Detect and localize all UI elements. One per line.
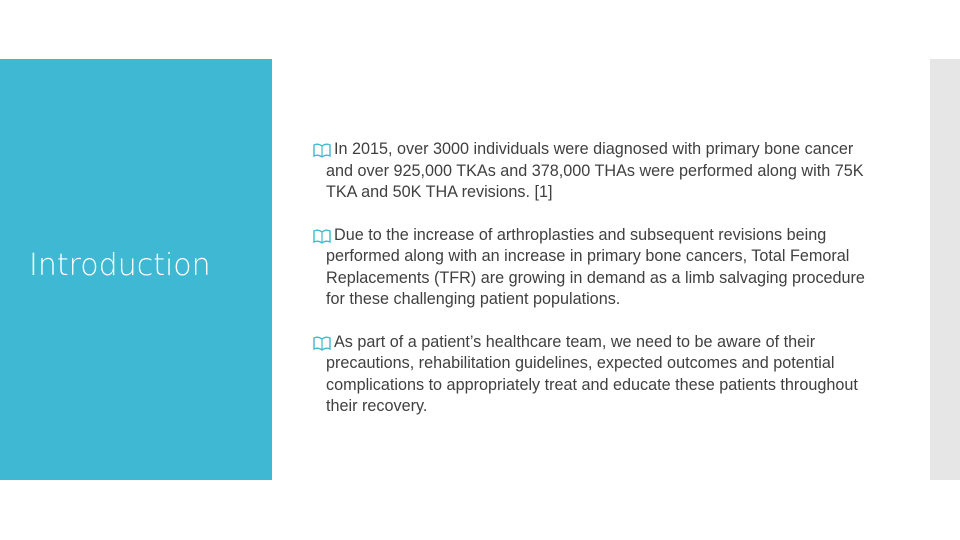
book-icon: [313, 335, 331, 351]
bullet-list: [313, 139, 883, 439]
bullet-text: Due to the increase of arthroplasties and subsequent revisions being performed along with an increase in primary bone cancers, Total Femoral Replacements (TFR) are growing in demand as a limb salvaging procedure for these challenging patient populations.: [326, 225, 865, 308]
bullet-item: [313, 332, 883, 418]
book-icon: [313, 228, 331, 244]
bullet-text: In 2015, over 3000 individuals were diagnosed with primary bone cancer and over 925,000 TKAs and 378,000 THAs were performed along with 75K TKA and 50K THA revisions. [1]: [326, 140, 864, 201]
bullet-text: As part of a patient’s healthcare team, we need to be aware of their precautions, rehabilitation guidelines, expected outcomes and potential complications to appropriately treat and educate these patients throughout their recovery.: [326, 332, 858, 415]
side-accent-bar: [930, 59, 960, 480]
bullet-item: [313, 139, 883, 204]
slide-title: Introduction: [29, 248, 211, 283]
bullet-item: [313, 225, 883, 311]
book-icon: [313, 142, 331, 158]
